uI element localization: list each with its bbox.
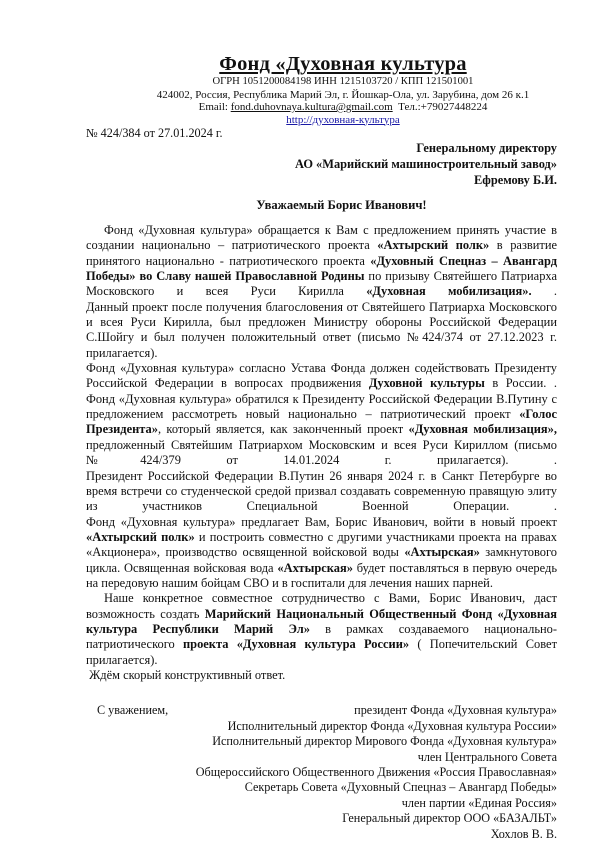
paragraph-8 (86, 668, 557, 683)
document-number: № 424/384 от 27.01.2024 г. (86, 126, 223, 140)
letterhead-address: 424002, Россия, Республика Марий Эл, г. Йошкар-Ола, ул. Зарубина, дом 26 к.1 (156, 88, 530, 101)
signature-line: Исполнительный директор Мирового Фонда «Духовная культура» (212, 734, 557, 749)
trailing-dot: . (553, 376, 557, 391)
bold-run: «Голос Президента» (86, 407, 557, 437)
email-link[interactable]: fond.duhovnaya.kultura@gmail.com (230, 101, 393, 113)
text-run: ( Попечительский Совет прилагается). (86, 637, 557, 667)
bold-run: «Ахтырская» (277, 560, 353, 575)
closing-row (86, 703, 557, 718)
letterhead (0, 52, 600, 126)
signature-line: Секретарь Совета «Духовный Спецназ – Авангард Победы» (244, 780, 557, 795)
text-run: замкнутового цикла. Освященная войсковая вода (86, 545, 557, 575)
text-run: Фонд «Духовная культура» обращается к Вам с предложением принять участие в создании национально – патриотического проекта (86, 223, 557, 253)
text-run: , который является, как законченный проект (157, 422, 409, 437)
trailing-dot: . (553, 453, 557, 468)
bold-run: «Духовная мобилизация». (366, 284, 532, 299)
letterhead-registration: ОГРН 1051200084198 ИНН 1215103720 / КПП 121501001 (212, 76, 474, 87)
bold-run: Марийский Национальный Общественный Фонд «Духовная культура Республики Марий Эл» (86, 606, 557, 636)
trailing-dot: . (553, 499, 558, 514)
text-run: в развитие принятого национально - патриотического проекта (86, 238, 557, 268)
paragraph-2 (86, 300, 557, 361)
addressee-position: Генеральному директору (416, 141, 557, 155)
bold-run: «Ахтырская» (404, 545, 480, 560)
paragraph-6 (86, 515, 557, 592)
closing-phrase: С уважением, (97, 703, 169, 718)
addressee-block (86, 140, 557, 188)
signature-line: Генеральный директор ООО «БАЗАЛЬТ» (342, 811, 557, 826)
salutation: Уважаемый Борис Иванович! (256, 198, 427, 212)
text-run: в рамках создаваемого национально- патриотического (86, 621, 558, 652)
addressee-name: Ефремову Б.И. (474, 173, 557, 187)
paragraph-5 (86, 469, 557, 515)
text-run: предложенный Святейшим Патриархом Московским и всея Руси Кириллом (письмо №424/379 от 14.01.2024 г. прилагается). (86, 437, 557, 468)
letterhead-contacts (86, 101, 600, 114)
text-run: в России. (484, 376, 547, 391)
signature-area (86, 703, 557, 842)
signature-block (86, 719, 557, 842)
signature-line: член Центрального Совета (417, 749, 557, 764)
letter-body (86, 223, 557, 683)
text-run: будет поставляться в первую очередь на передовую нашим бойцам СВО и в госпитали для лечения наших парней. (86, 560, 558, 590)
text-run: Ждём скорый конструктивный ответ. (86, 667, 286, 682)
text-run: и построить совместно с другими участниками проекта на правах «Акционера», производство освященной войсковой воды (86, 529, 558, 560)
paragraph-7 (86, 591, 557, 668)
email-label: Email: (198, 101, 231, 113)
paragraph-4 (86, 392, 557, 469)
signature-line: член партии «Единая Россия» (401, 795, 557, 810)
text-run: Фонд «Духовная культура» обратился к Президенту Российской Федерации В.Путину с предложением рассмотреть новый национально – патриотический проект (86, 391, 557, 422)
bold-run: «Духовный Спецназ – Авангард Победы» во Славу нашей Православной Родины (86, 253, 557, 284)
signer-name: Хохлов В. В. (490, 826, 557, 841)
website-link[interactable]: http://духовная-культура (286, 113, 400, 126)
phone-text: Тел.:+79027448224 (392, 101, 488, 113)
text-run: Данный проект после получения благословения от Святейшего Патриарха Московского и всея Руси Кирилла, был предложен Министру обороны Российской Федерации С.Шойгу и был получен положительный ответ (письмо №424/374 от 27.12.2023 г. прилагается). (86, 299, 557, 360)
text-run: Наше конкретное совместное сотрудничество с Вами, Борис Иванович, даст возможность создать (86, 591, 557, 621)
letterhead-website-row (86, 114, 600, 127)
paragraph-1 (86, 223, 557, 300)
signature-line: Общероссийского Общественного Движения «Россия Православная» (195, 764, 557, 779)
addressee-company: АО «Марийский машиностроительный завод» (294, 157, 557, 171)
text-run: по призыву Святейшего Патриарха Московского и всея Руси Кирилла (86, 269, 557, 299)
text-run: Президент Российской Федерации В.Путин 26 января 2024 г. в Санкт Петербурге во время встречи со студенческой средой призвал создавать современную правящую элиту из участников Специальной Военной Операции. (86, 468, 557, 514)
text-run: Фонд «Духовная культура» предлагает Вам, Борис Иванович, войти в новый проект (86, 514, 557, 529)
signature-line: президент Фонда «Духовная культура» (354, 703, 557, 718)
signature-line: Исполнительный директор Фонда «Духовная культура России» (227, 718, 557, 733)
bold-run: «Ахтырский полк» (377, 238, 490, 253)
text-run: Фонд «Духовная культура» согласно Устава Фонда должен содействовать Президенту Российской Федерации в вопросах продвижения (86, 361, 557, 391)
bold-run: Духовной культуры (368, 376, 485, 391)
letterhead-title: Фонд «Духовная культура (219, 53, 467, 75)
bold-run: «Духовная мобилизация», (408, 422, 557, 437)
trailing-dot: . (553, 284, 558, 299)
paragraph-3 (86, 361, 557, 392)
bold-run: проекта «Духовная культура России» (182, 637, 410, 652)
bold-run: «Ахтырский полк» (86, 529, 195, 544)
